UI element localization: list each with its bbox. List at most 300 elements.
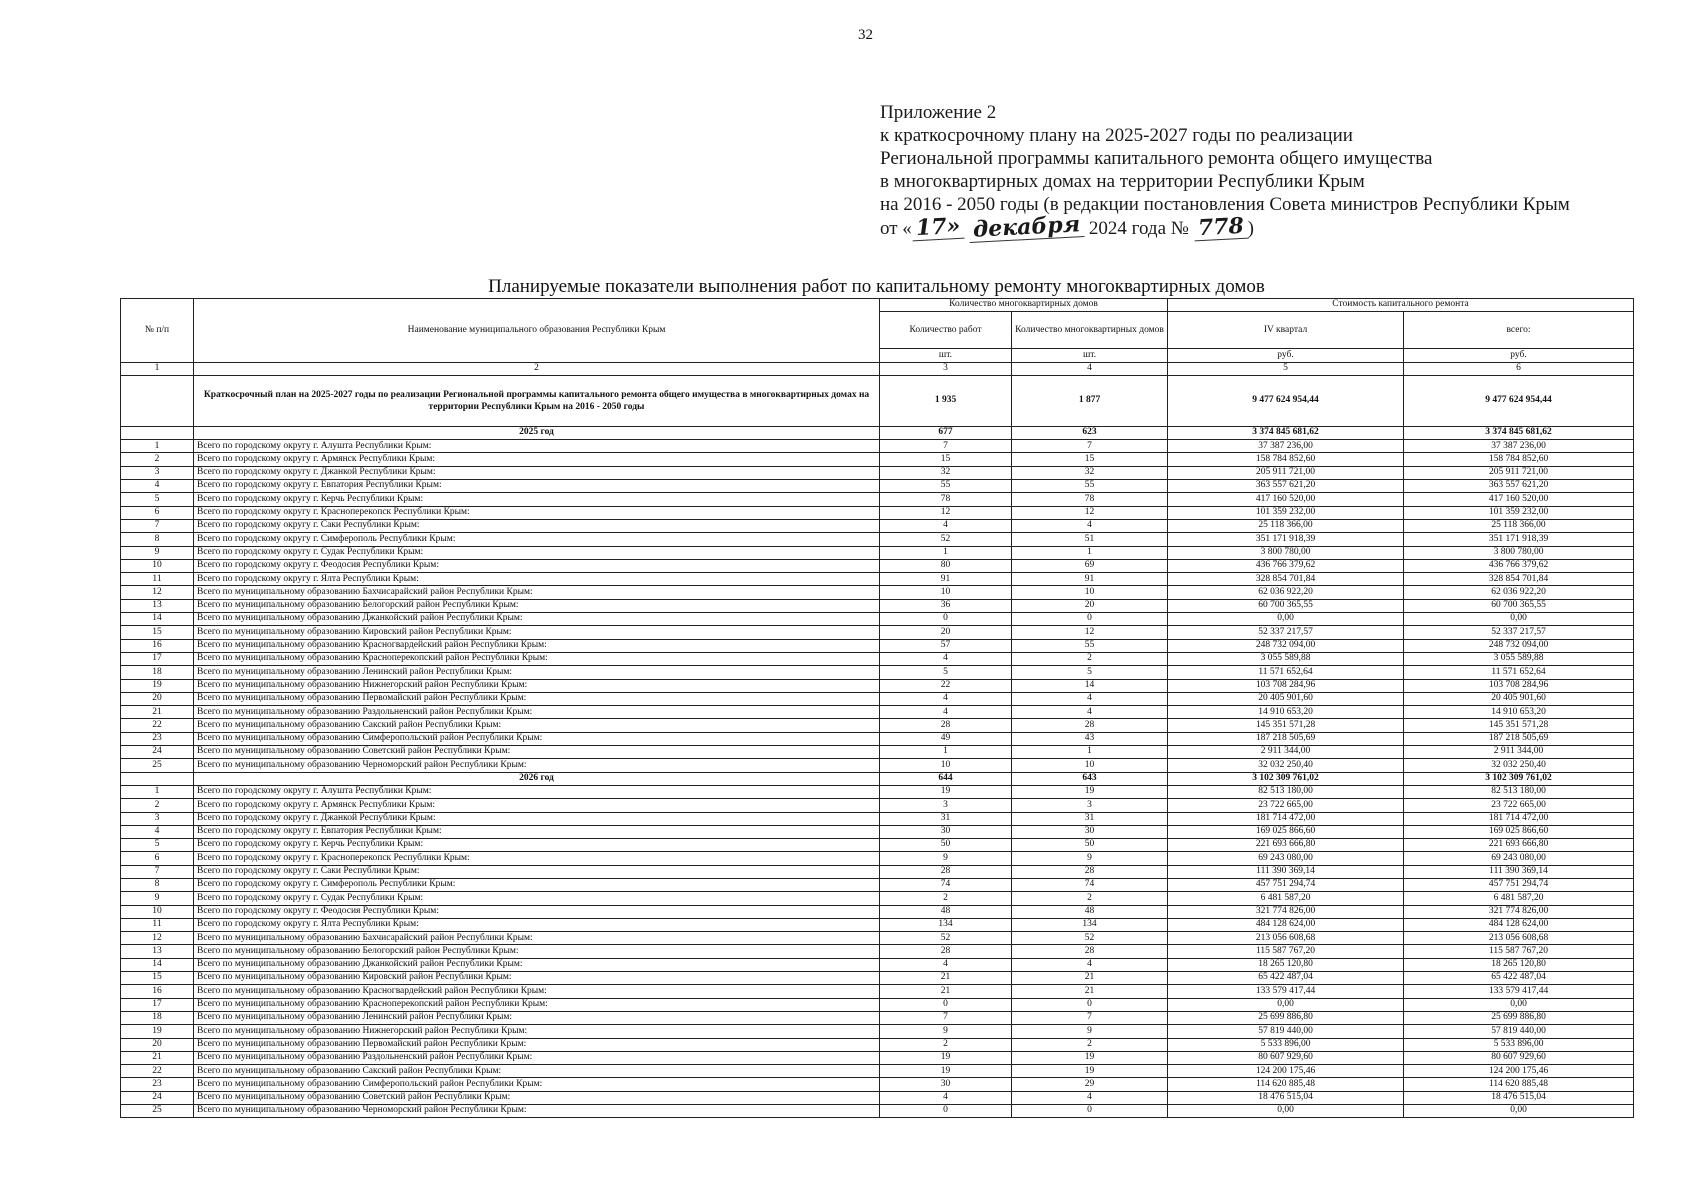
year-label: 2025 год xyxy=(194,426,880,439)
row-num: 2 xyxy=(121,453,194,466)
row-num: 22 xyxy=(121,1065,194,1078)
row-works: 74 xyxy=(880,878,1012,891)
row-q4: 248 732 094,00 xyxy=(1168,639,1404,652)
row-houses: 28 xyxy=(1012,945,1168,958)
row-houses: 12 xyxy=(1012,506,1168,519)
data-table-wrap xyxy=(120,298,1633,1118)
row-q4: 187 218 505,69 xyxy=(1168,732,1404,745)
row-name: Всего по городскому округу г. Ялта Республики Крым: xyxy=(194,573,880,586)
year-houses: 643 xyxy=(1012,772,1168,785)
table-row xyxy=(121,679,1634,692)
row-total: 363 557 621,20 xyxy=(1404,480,1634,493)
table-row xyxy=(121,918,1634,931)
header-works: Количество работ xyxy=(880,312,1012,349)
row-works: 7 xyxy=(880,440,1012,453)
row-name: Всего по муниципальному образованию Красногвардейский район Республики Крым: xyxy=(194,639,880,652)
row-works: 78 xyxy=(880,493,1012,506)
row-name: Всего по муниципальному образованию Первомайский район Республики Крым: xyxy=(194,1038,880,1051)
row-total: 114 620 885,48 xyxy=(1404,1078,1634,1091)
row-works: 4 xyxy=(880,958,1012,971)
row-num: 2 xyxy=(121,799,194,812)
row-name: Всего по городскому округу г. Армянск Республики Крым: xyxy=(194,799,880,812)
year-row xyxy=(121,426,1634,439)
table-row xyxy=(121,1065,1634,1078)
row-name: Всего по муниципальному образованию Кировский район Республики Крым: xyxy=(194,972,880,985)
row-q4: 103 708 284,96 xyxy=(1168,679,1404,692)
row-q4: 111 390 369,14 xyxy=(1168,865,1404,878)
table-row xyxy=(121,932,1634,945)
table-row xyxy=(121,905,1634,918)
column-number: 3 xyxy=(880,362,1012,375)
row-name: Всего по муниципальному образованию Симферопольский район Республики Крым: xyxy=(194,1078,880,1091)
row-q4: 221 693 666,80 xyxy=(1168,839,1404,852)
row-name: Всего по муниципальному образованию Кировский район Республики Крым: xyxy=(194,626,880,639)
handwritten-month: декабря xyxy=(968,213,1084,243)
table-row xyxy=(121,799,1634,812)
table-row xyxy=(121,892,1634,905)
row-houses: 19 xyxy=(1012,785,1168,798)
row-works: 49 xyxy=(880,732,1012,745)
row-name: Всего по городскому округу г. Евпатория Республики Крым: xyxy=(194,480,880,493)
row-works: 2 xyxy=(880,892,1012,905)
row-houses: 15 xyxy=(1012,453,1168,466)
row-name: Всего по городскому округу г. Саки Республики Крым: xyxy=(194,519,880,532)
row-num: 9 xyxy=(121,546,194,559)
row-q4: 18 476 515,04 xyxy=(1168,1091,1404,1104)
row-works: 4 xyxy=(880,519,1012,532)
row-q4: 169 025 866,60 xyxy=(1168,825,1404,838)
row-num: 18 xyxy=(121,1011,194,1024)
row-num: 23 xyxy=(121,732,194,745)
row-houses: 4 xyxy=(1012,706,1168,719)
table-row xyxy=(121,719,1634,732)
row-houses: 1 xyxy=(1012,746,1168,759)
table-row xyxy=(121,573,1634,586)
header-unit: шт. xyxy=(1012,349,1168,362)
row-total: 124 200 175,46 xyxy=(1404,1065,1634,1078)
row-q4: 3 055 589,88 xyxy=(1168,652,1404,665)
row-works: 28 xyxy=(880,719,1012,732)
row-num: 5 xyxy=(121,839,194,852)
row-works: 50 xyxy=(880,839,1012,852)
row-num: 12 xyxy=(121,932,194,945)
row-works: 91 xyxy=(880,573,1012,586)
table-row xyxy=(121,1105,1634,1118)
row-name: Всего по муниципальному образованию Ленинский район Республики Крым: xyxy=(194,1011,880,1024)
row-num: 4 xyxy=(121,480,194,493)
row-houses: 4 xyxy=(1012,519,1168,532)
row-name: Всего по муниципальному образованию Черноморский район Республики Крым: xyxy=(194,1105,880,1118)
row-num: 5 xyxy=(121,493,194,506)
row-houses: 134 xyxy=(1012,918,1168,931)
summary-num xyxy=(121,375,194,426)
row-works: 4 xyxy=(880,1091,1012,1104)
row-total: 80 607 929,60 xyxy=(1404,1051,1634,1064)
table-row xyxy=(121,453,1634,466)
row-name: Всего по муниципальному образованию Сакский район Республики Крым: xyxy=(194,1065,880,1078)
header-cost-group: Стоимость капитального ремонта xyxy=(1168,299,1634,312)
row-q4: 5 533 896,00 xyxy=(1168,1038,1404,1051)
row-q4: 0,00 xyxy=(1168,998,1404,1011)
row-works: 22 xyxy=(880,679,1012,692)
row-works: 7 xyxy=(880,1011,1012,1024)
row-total: 20 405 901,60 xyxy=(1404,692,1634,705)
table-row xyxy=(121,998,1634,1011)
row-q4: 158 784 852,60 xyxy=(1168,453,1404,466)
table-row xyxy=(121,626,1634,639)
row-name: Всего по городскому округу г. Армянск Республики Крым: xyxy=(194,453,880,466)
row-name: Всего по муниципальному образованию Симферопольский район Республики Крым: xyxy=(194,732,880,745)
row-num: 13 xyxy=(121,599,194,612)
column-number: 5 xyxy=(1168,362,1404,375)
row-houses: 51 xyxy=(1012,533,1168,546)
year-q4: 3 102 309 761,02 xyxy=(1168,772,1404,785)
row-num: 8 xyxy=(121,878,194,891)
row-total: 213 056 608,68 xyxy=(1404,932,1634,945)
row-houses: 2 xyxy=(1012,652,1168,665)
table-row xyxy=(121,652,1634,665)
row-total: 436 766 379,62 xyxy=(1404,559,1634,572)
row-num: 21 xyxy=(121,1051,194,1064)
table-row xyxy=(121,732,1634,745)
row-works: 57 xyxy=(880,639,1012,652)
row-houses: 19 xyxy=(1012,1065,1168,1078)
row-houses: 1 xyxy=(1012,546,1168,559)
row-works: 28 xyxy=(880,865,1012,878)
table-row xyxy=(121,1051,1634,1064)
row-q4: 417 160 520,00 xyxy=(1168,493,1404,506)
column-number: 4 xyxy=(1012,362,1168,375)
row-houses: 55 xyxy=(1012,639,1168,652)
row-total: 25 118 366,00 xyxy=(1404,519,1634,532)
row-num: 16 xyxy=(121,639,194,652)
row-works: 20 xyxy=(880,626,1012,639)
row-total: 23 722 665,00 xyxy=(1404,799,1634,812)
row-works: 4 xyxy=(880,652,1012,665)
row-total: 18 265 120,80 xyxy=(1404,958,1634,971)
table-row xyxy=(121,825,1634,838)
row-name: Всего по муниципальному образованию Бахчисарайский район Республики Крым: xyxy=(194,932,880,945)
row-q4: 62 036 922,20 xyxy=(1168,586,1404,599)
header-unit: шт. xyxy=(880,349,1012,362)
table-row xyxy=(121,1011,1634,1024)
row-houses: 2 xyxy=(1012,1038,1168,1051)
appendix-line: Региональной программы капитального ремонта общего имущества xyxy=(880,148,1433,169)
row-houses: 32 xyxy=(1012,466,1168,479)
table-row xyxy=(121,506,1634,519)
row-num: 24 xyxy=(121,1091,194,1104)
row-total: 328 854 701,84 xyxy=(1404,573,1634,586)
date-year: 2024 года № xyxy=(1088,218,1189,239)
column-number: 1 xyxy=(121,362,194,375)
appendix-line: в многоквартирных домах на территории Республики Крым xyxy=(880,171,1365,192)
row-name: Всего по муниципальному образованию Красноперекопский район Республики Крым: xyxy=(194,998,880,1011)
summary-houses: 1 877 xyxy=(1012,375,1168,426)
year-q4: 3 374 845 681,62 xyxy=(1168,426,1404,439)
table-row xyxy=(121,480,1634,493)
row-works: 31 xyxy=(880,812,1012,825)
row-total: 187 218 505,69 xyxy=(1404,732,1634,745)
row-houses: 74 xyxy=(1012,878,1168,891)
row-works: 10 xyxy=(880,586,1012,599)
row-total: 52 337 217,57 xyxy=(1404,626,1634,639)
row-num: 1 xyxy=(121,785,194,798)
row-total: 321 774 826,00 xyxy=(1404,905,1634,918)
row-total: 25 699 886,80 xyxy=(1404,1011,1634,1024)
row-q4: 181 714 472,00 xyxy=(1168,812,1404,825)
table-row xyxy=(121,812,1634,825)
row-total: 0,00 xyxy=(1404,1105,1634,1118)
row-total: 60 700 365,55 xyxy=(1404,599,1634,612)
row-houses: 21 xyxy=(1012,972,1168,985)
date-prefix: от « xyxy=(880,218,912,239)
table-row xyxy=(121,839,1634,852)
row-total: 158 784 852,60 xyxy=(1404,453,1634,466)
row-name: Всего по городскому округу г. Красноперекопск Республики Крым: xyxy=(194,506,880,519)
row-num: 16 xyxy=(121,985,194,998)
row-num: 21 xyxy=(121,706,194,719)
table-row xyxy=(121,945,1634,958)
table-title: Планируемые показатели выполнения работ по капитальному ремонту многоквартирных домов xyxy=(488,276,1265,297)
row-houses: 69 xyxy=(1012,559,1168,572)
row-num: 13 xyxy=(121,945,194,958)
row-num: 7 xyxy=(121,865,194,878)
row-works: 12 xyxy=(880,506,1012,519)
row-total: 457 751 294,74 xyxy=(1404,878,1634,891)
table-row xyxy=(121,972,1634,985)
row-total: 82 513 180,00 xyxy=(1404,785,1634,798)
row-name: Всего по муниципальному образованию Белогорский район Республики Крым: xyxy=(194,599,880,612)
row-q4: 60 700 365,55 xyxy=(1168,599,1404,612)
row-total: 115 587 767,20 xyxy=(1404,945,1634,958)
row-q4: 20 405 901,60 xyxy=(1168,692,1404,705)
row-works: 4 xyxy=(880,706,1012,719)
row-houses: 10 xyxy=(1012,759,1168,772)
row-works: 4 xyxy=(880,692,1012,705)
table-row xyxy=(121,706,1634,719)
row-works: 21 xyxy=(880,985,1012,998)
row-num: 11 xyxy=(121,918,194,931)
row-num: 1 xyxy=(121,440,194,453)
row-num: 9 xyxy=(121,892,194,905)
row-name: Всего по муниципальному образованию Советский район Республики Крым: xyxy=(194,1091,880,1104)
table-body xyxy=(121,375,1634,1117)
row-houses: 7 xyxy=(1012,1011,1168,1024)
row-q4: 80 607 929,60 xyxy=(1168,1051,1404,1064)
summary-name: Краткосрочный план на 2025-2027 годы по реализации Региональной программы капитального ремонта общего имущества в многоквартирных домах на территории Республики Крым на 2016 - 2050 годы xyxy=(194,375,880,426)
row-houses: 9 xyxy=(1012,852,1168,865)
row-q4: 2 911 344,00 xyxy=(1168,746,1404,759)
appendix-header xyxy=(880,101,1570,243)
row-name: Всего по городскому округу г. Алушта Республики Крым: xyxy=(194,785,880,798)
row-name: Всего по городскому округу г. Симферополь Республики Крым: xyxy=(194,878,880,891)
row-total: 103 708 284,96 xyxy=(1404,679,1634,692)
appendix-date-line xyxy=(880,211,1570,243)
row-num: 20 xyxy=(121,692,194,705)
page-number: 32 xyxy=(858,27,873,43)
row-houses: 9 xyxy=(1012,1025,1168,1038)
handwritten-day: 17» xyxy=(911,215,965,242)
row-houses: 3 xyxy=(1012,799,1168,812)
row-name: Всего по городскому округу г. Саки Республики Крым: xyxy=(194,865,880,878)
row-houses: 48 xyxy=(1012,905,1168,918)
row-name: Всего по муниципальному образованию Джанкойский район Республики Крым: xyxy=(194,958,880,971)
table-row xyxy=(121,1025,1634,1038)
header-qty-group: Количество многоквартирных домов xyxy=(880,299,1168,312)
row-total: 351 171 918,39 xyxy=(1404,533,1634,546)
row-name: Всего по муниципальному образованию Белогорский район Республики Крым: xyxy=(194,945,880,958)
row-houses: 12 xyxy=(1012,626,1168,639)
table-row xyxy=(121,1078,1634,1091)
row-works: 36 xyxy=(880,599,1012,612)
row-total: 417 160 520,00 xyxy=(1404,493,1634,506)
year-works: 677 xyxy=(880,426,1012,439)
row-total: 3 055 589,88 xyxy=(1404,652,1634,665)
row-name: Всего по городскому округу г. Судак Республики Крым: xyxy=(194,892,880,905)
year-total: 3 102 309 761,02 xyxy=(1404,772,1634,785)
row-works: 9 xyxy=(880,852,1012,865)
row-name: Всего по муниципальному образованию Раздольненский район Республики Крым: xyxy=(194,1051,880,1064)
row-q4: 32 032 250,40 xyxy=(1168,759,1404,772)
table-row xyxy=(121,958,1634,971)
row-houses: 0 xyxy=(1012,998,1168,1011)
row-works: 52 xyxy=(880,932,1012,945)
table-row xyxy=(121,613,1634,626)
row-num: 10 xyxy=(121,905,194,918)
appendix-line: на 2016 - 2050 годы (в редакции постановления Совета министров Республики Крым xyxy=(880,194,1570,215)
row-works: 80 xyxy=(880,559,1012,572)
row-name: Всего по городскому округу г. Судак Республики Крым: xyxy=(194,546,880,559)
row-works: 2 xyxy=(880,1038,1012,1051)
row-q4: 133 579 417,44 xyxy=(1168,985,1404,998)
year-houses: 623 xyxy=(1012,426,1168,439)
row-num: 3 xyxy=(121,466,194,479)
table-row xyxy=(121,746,1634,759)
row-q4: 11 571 652,64 xyxy=(1168,666,1404,679)
row-houses: 50 xyxy=(1012,839,1168,852)
row-num: 11 xyxy=(121,573,194,586)
year-works: 644 xyxy=(880,772,1012,785)
row-total: 3 800 780,00 xyxy=(1404,546,1634,559)
row-total: 65 422 487,04 xyxy=(1404,972,1634,985)
row-num: 6 xyxy=(121,852,194,865)
row-num: 14 xyxy=(121,958,194,971)
row-num: 8 xyxy=(121,533,194,546)
row-num: 19 xyxy=(121,679,194,692)
row-q4: 124 200 175,46 xyxy=(1168,1065,1404,1078)
row-q4: 52 337 217,57 xyxy=(1168,626,1404,639)
row-houses: 14 xyxy=(1012,679,1168,692)
row-num: 22 xyxy=(121,719,194,732)
row-total: 0,00 xyxy=(1404,613,1634,626)
row-name: Всего по городскому округу г. Керчь Республики Крым: xyxy=(194,493,880,506)
row-houses: 29 xyxy=(1012,1078,1168,1091)
row-name: Всего по городскому округу г. Джанкой Республики Крым: xyxy=(194,466,880,479)
row-total: 0,00 xyxy=(1404,998,1634,1011)
row-total: 169 025 866,60 xyxy=(1404,825,1634,838)
row-houses: 28 xyxy=(1012,719,1168,732)
row-total: 62 036 922,20 xyxy=(1404,586,1634,599)
date-suffix: ) xyxy=(1247,218,1254,239)
row-works: 0 xyxy=(880,613,1012,626)
row-total: 111 390 369,14 xyxy=(1404,865,1634,878)
row-name: Всего по городскому округу г. Джанкой Республики Крым: xyxy=(194,812,880,825)
row-works: 0 xyxy=(880,998,1012,1011)
row-total: 248 732 094,00 xyxy=(1404,639,1634,652)
row-num: 15 xyxy=(121,972,194,985)
year-num xyxy=(121,426,194,439)
row-houses: 20 xyxy=(1012,599,1168,612)
row-q4: 457 751 294,74 xyxy=(1168,878,1404,891)
row-houses: 0 xyxy=(1012,1105,1168,1118)
table-row xyxy=(121,1038,1634,1051)
table-row xyxy=(121,586,1634,599)
row-q4: 25 118 366,00 xyxy=(1168,519,1404,532)
row-houses: 4 xyxy=(1012,692,1168,705)
table-row xyxy=(121,692,1634,705)
row-total: 5 533 896,00 xyxy=(1404,1038,1634,1051)
table-row xyxy=(121,852,1634,865)
table-row xyxy=(121,1091,1634,1104)
row-houses: 78 xyxy=(1012,493,1168,506)
row-name: Всего по городскому округу г. Керчь Республики Крым: xyxy=(194,839,880,852)
row-name: Всего по муниципальному образованию Бахчисарайский район Республики Крым: xyxy=(194,586,880,599)
row-name: Всего по городскому округу г. Феодосия Республики Крым: xyxy=(194,905,880,918)
row-num: 18 xyxy=(121,666,194,679)
row-q4: 115 587 767,20 xyxy=(1168,945,1404,958)
row-num: 14 xyxy=(121,613,194,626)
row-total: 133 579 417,44 xyxy=(1404,985,1634,998)
row-name: Всего по городскому округу г. Феодосия Республики Крым: xyxy=(194,559,880,572)
column-number: 6 xyxy=(1404,362,1634,375)
row-q4: 23 722 665,00 xyxy=(1168,799,1404,812)
row-name: Всего по муниципальному образованию Ленинский район Республики Крым: xyxy=(194,666,880,679)
row-name: Всего по муниципальному образованию Красногвардейский район Республики Крым: xyxy=(194,985,880,998)
row-works: 10 xyxy=(880,759,1012,772)
row-num: 20 xyxy=(121,1038,194,1051)
row-works: 19 xyxy=(880,785,1012,798)
table-row xyxy=(121,599,1634,612)
row-q4: 328 854 701,84 xyxy=(1168,573,1404,586)
row-houses: 52 xyxy=(1012,932,1168,945)
row-works: 52 xyxy=(880,533,1012,546)
header-unit: руб. xyxy=(1404,349,1634,362)
row-works: 48 xyxy=(880,905,1012,918)
row-q4: 0,00 xyxy=(1168,613,1404,626)
row-name: Всего по муниципальному образованию Советский район Республики Крым: xyxy=(194,746,880,759)
row-total: 14 910 653,20 xyxy=(1404,706,1634,719)
row-total: 101 359 232,00 xyxy=(1404,506,1634,519)
row-q4: 25 699 886,80 xyxy=(1168,1011,1404,1024)
row-works: 30 xyxy=(880,825,1012,838)
row-q4: 69 243 080,00 xyxy=(1168,852,1404,865)
row-total: 6 481 587,20 xyxy=(1404,892,1634,905)
row-total: 221 693 666,80 xyxy=(1404,839,1634,852)
row-num: 23 xyxy=(121,1078,194,1091)
row-q4: 205 911 721,00 xyxy=(1168,466,1404,479)
row-num: 10 xyxy=(121,559,194,572)
row-houses: 5 xyxy=(1012,666,1168,679)
table-row xyxy=(121,759,1634,772)
handwritten-number: 778 xyxy=(1193,215,1248,242)
row-q4: 14 910 653,20 xyxy=(1168,706,1404,719)
header-total: всего: xyxy=(1404,312,1634,349)
row-total: 37 387 236,00 xyxy=(1404,440,1634,453)
row-name: Всего по муниципальному образованию Раздольненский район Республики Крым: xyxy=(194,706,880,719)
row-num: 12 xyxy=(121,586,194,599)
row-works: 134 xyxy=(880,918,1012,931)
row-total: 69 243 080,00 xyxy=(1404,852,1634,865)
